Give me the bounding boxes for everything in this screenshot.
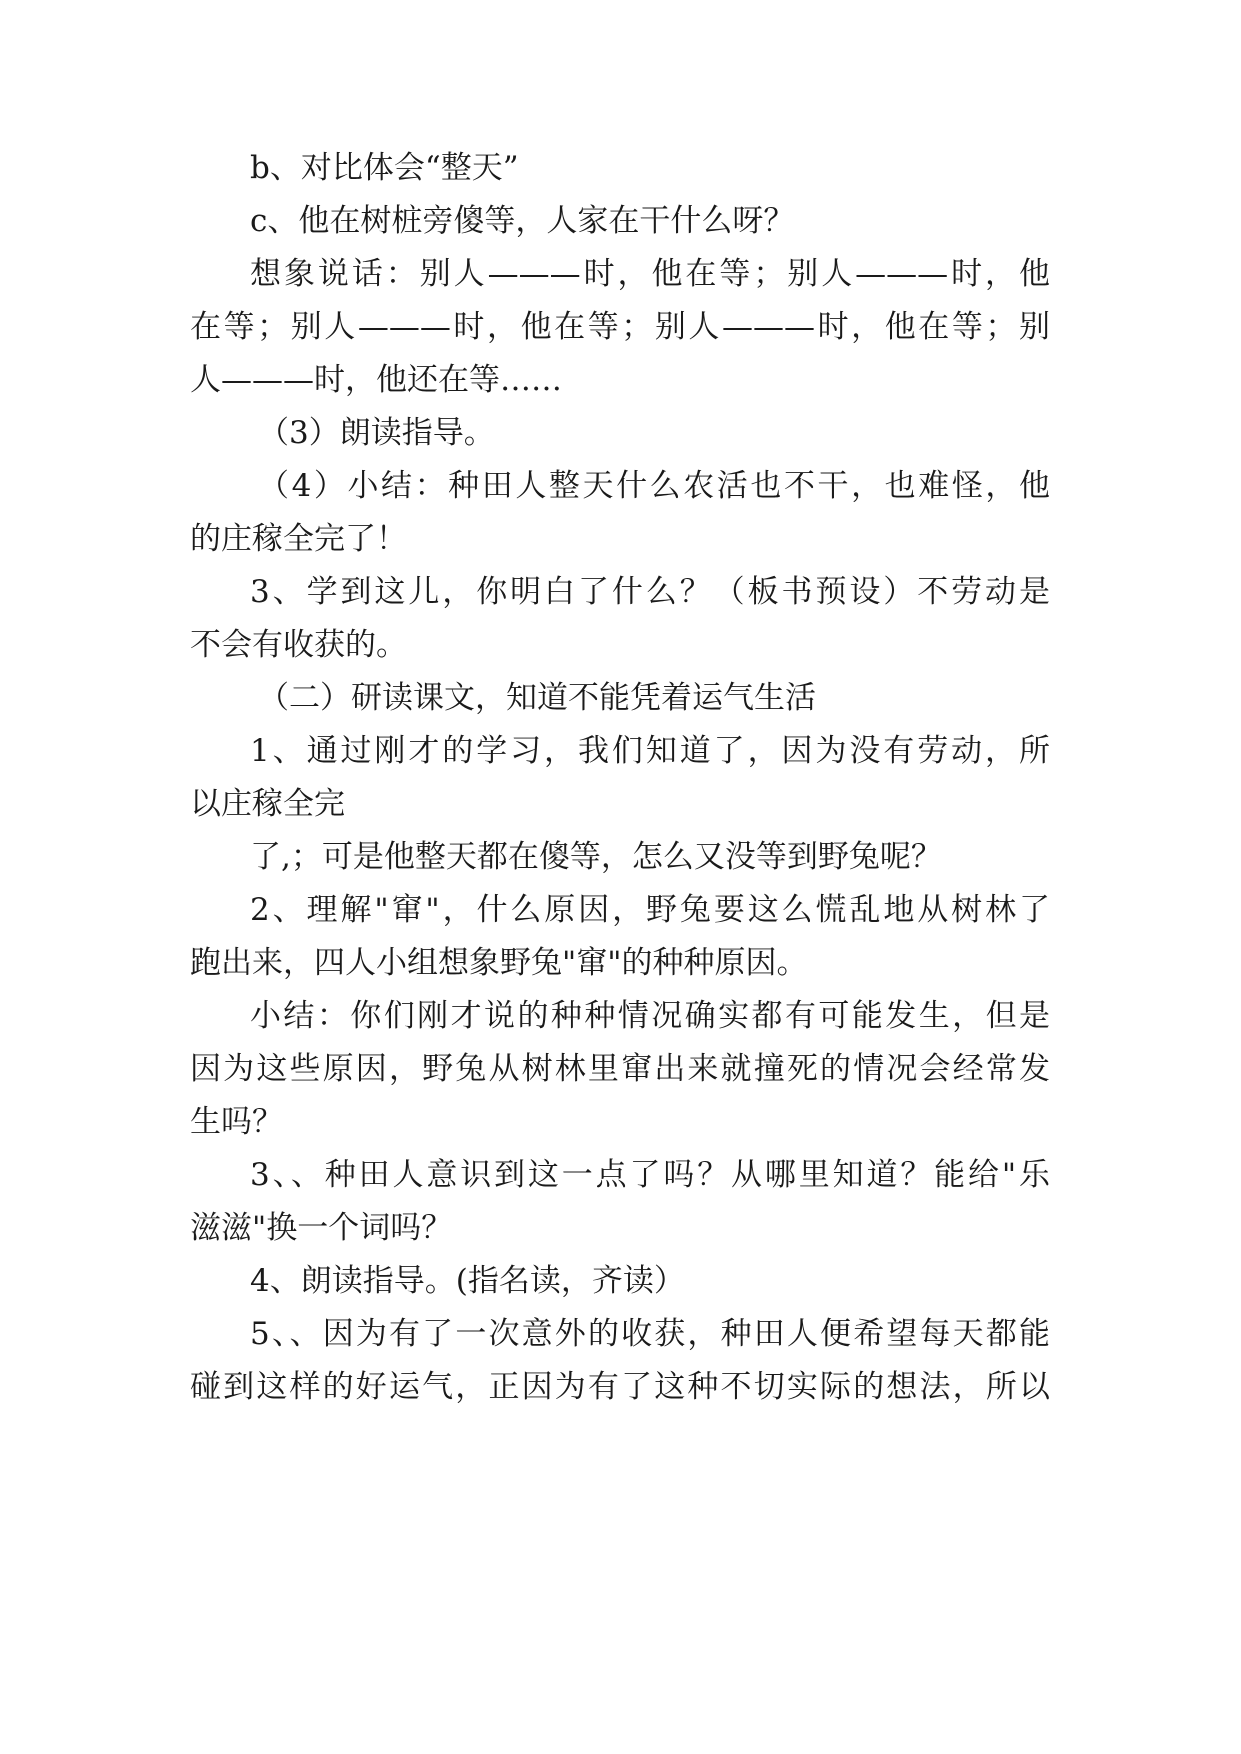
- text-line: 想象说话：别人———时，他在等；别人———时，他: [250, 256, 1050, 292]
- text-line: 5、、因为有了一次意外的收获，种田人便希望每天都能: [250, 1316, 1050, 1352]
- text-line: 小结：你们刚才说的种种情况确实都有可能发生，但是: [250, 998, 1050, 1034]
- text-line: 以庄稼全完: [190, 786, 345, 822]
- section-heading: （二）研读课文，知道不能凭着运气生活: [258, 680, 816, 716]
- text-line: 在等；别人———时，他在等；别人———时，他在等；别: [190, 309, 1050, 345]
- text-line: 生吗？: [190, 1104, 283, 1140]
- text-line: 人———时，他还在等……: [190, 362, 562, 398]
- text-line: 1、通过刚才的学习，我们知道了，因为没有劳动，所: [250, 733, 1050, 769]
- text-line: 2、理解"窜"，什么原因，野兔要这么慌乱地从树林了: [250, 892, 1050, 928]
- text-line: 滋滋"换一个词吗？: [190, 1210, 453, 1246]
- text-line: 3、学到这儿，你明白了什么？（板书预设）不劳动是: [250, 574, 1050, 610]
- text-line: （3）朗读指导。: [258, 415, 495, 451]
- text-line: 的庄稼全完了！: [190, 521, 407, 557]
- text-line: 碰到这样的好运气，正因为有了这种不切实际的想法，所以: [190, 1369, 1050, 1405]
- text-line: 不会有收获的。: [190, 627, 407, 663]
- text-line: 4、朗读指导。(指名读，齐读）: [250, 1263, 685, 1299]
- text-line: 了,；可是他整天都在傻等，怎么又没等到野兔呢？: [250, 839, 942, 875]
- text-line: 3、、种田人意识到这一点了吗？从哪里知道？能给"乐: [250, 1157, 1050, 1193]
- text-line: 因为这些原因，野兔从树林里窜出来就撞死的情况会经常发: [190, 1051, 1050, 1087]
- text-line: （4）小结：种田人整天什么农活也不干，也难怪，他: [258, 468, 1050, 504]
- text-line: c、他在树桩旁傻等，人家在干什么呀？: [250, 203, 795, 239]
- text-line: 跑出来，四人小组想象野兔"窜"的种种原因。: [190, 945, 808, 981]
- text-line: b、对比体会“整天”: [250, 150, 519, 186]
